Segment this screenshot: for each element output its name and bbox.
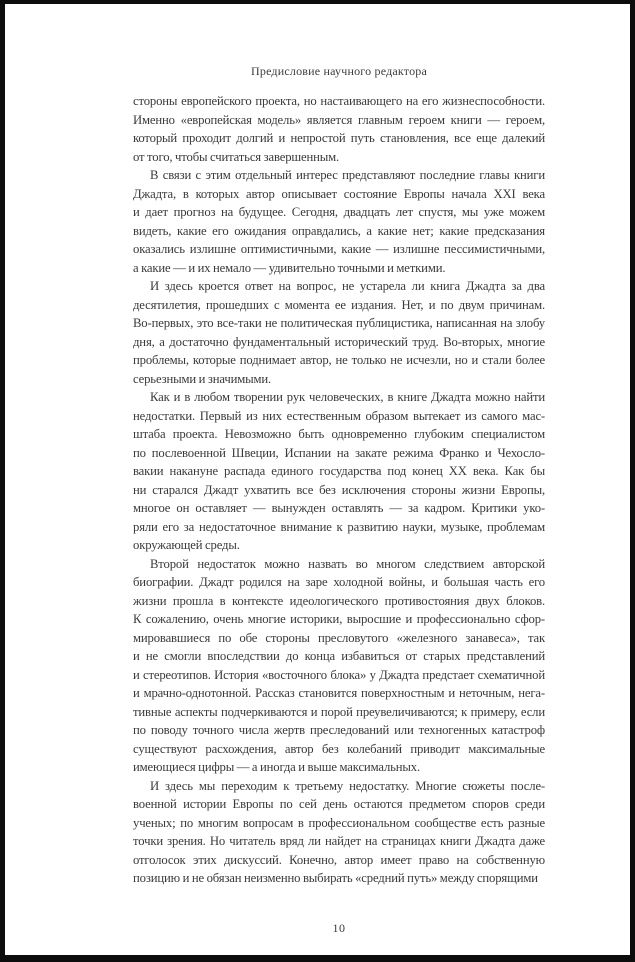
paragraph-line: И здесь кроется ответ на вопрос, не устарела ли книга Джадта за два [150, 279, 545, 293]
paragraph-line: К сожалению, очень многие историки, выросшие и профессионально сфор- [133, 612, 545, 626]
paragraph-line: окружающей среды. [133, 538, 240, 552]
paragraph-line: тивные аспекты подчеркиваются и порой преувеличиваются; к примеру, если [133, 704, 545, 719]
paragraph-line: и не смогли впоследствии до конца избавиться от старых представлений [133, 649, 545, 663]
paragraph-line: И здесь мы переходим к третьему недостатку. Многие сюжеты после- [150, 778, 545, 793]
paragraph-line: биографии. Джадт родился на заре холодной войны, и большая часть его [133, 575, 545, 589]
paragraph-line: по послевоенной Швеции, Испании на закате режима Франко и Чехосло- [133, 445, 545, 460]
paragraph-line: серьезными и значимыми. [133, 371, 272, 386]
paragraph-line: позицию и не обязан неизменно выбирать «средний путь» между спорящими [133, 871, 538, 885]
paragraph-line: вакии накануне распада единого государства под конец XX века. Как бы [133, 464, 545, 478]
paragraph-line: по поводу точного числа жертв преследований или техногенных катастроф [133, 723, 545, 737]
paragraph-line: мировавшиеся по обе стороны пресловутого «железного занавеса», так [133, 630, 545, 645]
paragraph-line: существуют расхождения, автор без колебаний приводит максимальные [133, 741, 545, 756]
paragraph-line: имеющиеся цифры — а иногда и выше максимальных. [133, 760, 421, 774]
paragraph-line: видеть, какие его ожидания оправдались, а какие нет; какие предсказания [133, 223, 545, 238]
paragraph-line: и дает прогноз на будущее. Сегодня, двадцать лет спустя, мы уже можем [133, 205, 545, 219]
paragraph-line: Именно «европейская модель» является главным героем книги — героем, [133, 112, 545, 127]
paragraph-line: Джадта, в которых автор описывает состояние Европы начала XXI века [133, 186, 545, 201]
paragraph-line: штаба проекта. Невозможно быть одновременно глубоким специалистом [133, 427, 545, 441]
running-head: Предисловие научного редактора [251, 64, 427, 78]
paragraph-line: дня, а достаточно фундаментальный исторический труд. Во-вторых, многие [133, 334, 545, 349]
paragraph-line: проблемы, которые поднимает автор, не только не исчезли, но и стали более [133, 353, 545, 367]
paragraph-line: и мрачно-однотонной. Рассказ становится поверхностным и неточным, нега- [133, 686, 545, 700]
page-number: 10 [332, 921, 346, 935]
paragraph-line: многое он оставляет — вынужден оставлять — за кадром. Критики уко- [133, 501, 545, 515]
paragraph-line: от того, чтобы считаться завершенным. [133, 149, 340, 164]
paragraph-line: военной истории Европы по сей день остаются предметом споров среди [133, 797, 545, 811]
paragraph-line: Второй недостаток можно назвать во многом следствием авторской [150, 556, 545, 571]
paragraph-line: ряли его за недостаточное внимание к развитию науки, музыке, проблемам [133, 519, 545, 534]
text-column [133, 92, 545, 888]
paragraph-line: В связи с этим отдельный интерес представляют последние главы книги [150, 168, 545, 182]
paragraph-line: который проходит долгий и непростой путь становления, все еще далекий [133, 131, 545, 145]
paragraph-line: ученых; по многим вопросам в профессиональном сообществе есть разные [133, 815, 545, 830]
paragraph-line: десятилетия, прошедших с момента ее издания. Нет, и по двум причинам. [133, 297, 545, 312]
paragraph-line: стороны европейского проекта, но настаивающего на его жизнеспособности. [133, 94, 545, 108]
paragraph-line: и стереотипов. История «восточного блока» у Джадта предстает схематичной [133, 667, 545, 682]
paragraph-line: ни старался Джадт ухватить все без исключения стороны жизни Европы, [133, 482, 545, 497]
paragraph-line: а какие — и их немало — удивительно точными и меткими. [133, 260, 446, 275]
paragraph-line: недостатки. Первый из них естественным образом вытекает из самого мас- [133, 408, 545, 423]
paragraph-line: жизни прошла в контексте идеологического противостояния двух блоков. [133, 593, 545, 608]
paragraph-line: точки зрения. Но читатель вряд ли найдет на страницах книги Джадта даже [133, 834, 545, 848]
paragraph-line: отголосок этих дискуссий. Конечно, автор имеет право на собственную [133, 852, 545, 867]
paragraph-line: Как и в любом творении рук человеческих, в книге Джадта можно найти [150, 390, 545, 404]
paragraph-line: оказались излишне оптимистичными, какие — излишне пессимистичными, [133, 242, 545, 256]
paragraph-line: Во-первых, это все-таки не политическая публицистика, написанная на злобу [133, 316, 545, 330]
